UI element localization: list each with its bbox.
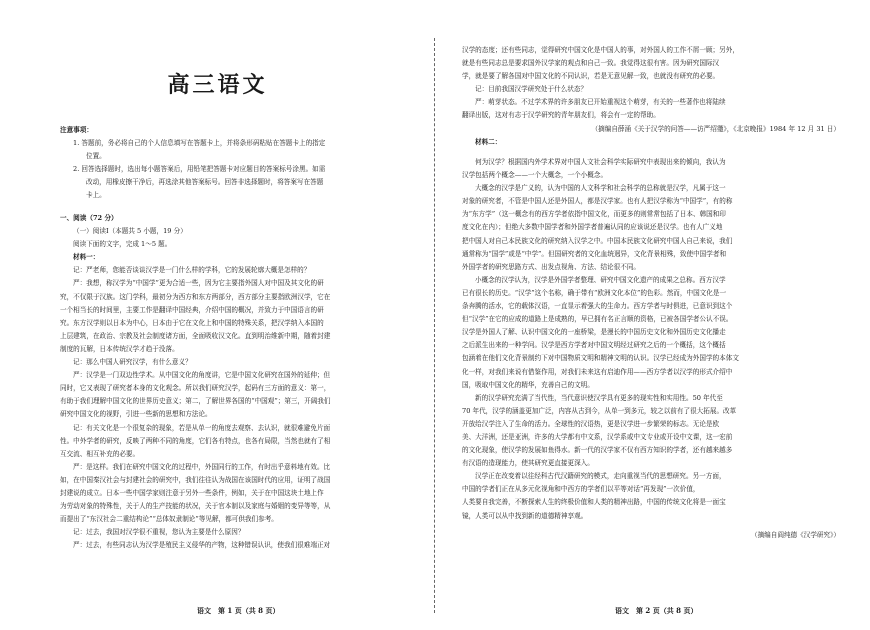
passage-line: 化一样，对我们来说有借鉴作用，对我们未来这有启迪作用——西方学者以汉学的形式介绍中 bbox=[462, 367, 733, 376]
passage-line: 而提出了“东汉社会二重结构论”“总体奴隶制论”等见解，都可供我们参考。 bbox=[60, 515, 278, 524]
passage-line: 新的汉学研究充满了当代性，当代意识使汉学具有更多的现实性和实用性。50 年代至 bbox=[475, 393, 723, 402]
passage-line: 上层建筑，在政治、宗教及社会制度诸方面，全面吸收汉文化。直到明治维新中期，随着封建 bbox=[60, 331, 331, 340]
passage-line: 严：萌芽状态。不过学术界的许多朋友已开始重视这个萌芽，有关的一些著作也将陆续 bbox=[475, 98, 726, 107]
source-citation: （摘编自薛涌《关于汉学的问答——访严绍璗》，《北京晚报》1984 年 12 月 31 日） bbox=[591, 124, 840, 133]
material-label: 材料二： bbox=[475, 137, 502, 146]
notice-line: 1. 答题前，务必将自己的个人信息填写在答题卡上，并将条形码粘贴在答题卡上的指定 bbox=[73, 139, 326, 148]
passage-line: 大概念的汉学是广义的，认为中国的人文科学和社会科学的总称就是汉学，凡属于这一 bbox=[475, 184, 726, 193]
passage-line: 汉学是外国人了解、认识中国文化的一座桥梁，是漫长的中国历史文化和外国历史文化播走 bbox=[462, 328, 726, 337]
passage-line: 为“东方学”（这一概念有的西方学者依指中国文化，而更多的则常常包括了日本、韩国和印 bbox=[462, 210, 726, 219]
notice-heading: 注意事项： bbox=[60, 126, 93, 134]
passage-line: 制度的瓦解，日本传统汉学才趋于没落。 bbox=[60, 344, 179, 353]
passage-line: 开放给汉学注入了生命的活力。全球性的汉语热，更是汉学进一步繁荣的标志。无论是欧 bbox=[462, 419, 720, 428]
right-page bbox=[435, 0, 870, 630]
passage-line: 外国学者的研究思路方式、出发点视角、方法、结论很不同。 bbox=[462, 262, 641, 271]
passage-line: 严：是这样。我们在研究中国文化的过程中，外国同行的工作，有时出乎意料地有效。比 bbox=[73, 462, 331, 471]
instruction-text: 阅读下面的文字，完成 1～5 题。 bbox=[73, 240, 172, 249]
passage-line: 记：那么中国人研究汉学，有什么意义？ bbox=[73, 358, 192, 367]
passage-line: 学，就是要了解各国对中国文化的不同认识，若是无意见解一致，也就没有研究的必要。 bbox=[462, 72, 720, 81]
passage-line: 汉学包括两个概念——一个大概念，一个小概念。 bbox=[462, 171, 608, 180]
passage-line: 美、大洋洲，还是亚洲，许多的大学都有中文系，汉学系或中文专业或开设中文课，这一宏前 bbox=[462, 432, 733, 441]
passage-line: 通常称为“国学”或是“中学”。但国研究者的文化血统迥异，文化背景相殊，致使中国学者和 bbox=[462, 249, 727, 258]
passage-line: 汉学的态度；还有些同志，觉得研究中国文化是中国人的事，对外国人的工作不屑一顾；另外， bbox=[462, 46, 739, 54]
page-footer: 语文 第 1 页（共 8 页） bbox=[197, 606, 280, 615]
passage-line: 严：过去，有些同志认为汉学是殖民主义侵华的产物，这种错误认识，使我们很难端正对 bbox=[73, 541, 331, 550]
page-footer: 语文 第 2 页（共 8 页） bbox=[615, 606, 698, 615]
exam-title: 高三语文 bbox=[167, 72, 268, 98]
passage-line: 70 年代，汉学的涵盖更加广泛，内容从古到今，从单一到多元，较之以前有了很大拓展。改革 bbox=[462, 406, 737, 415]
passage-line: 度文化在内）；但绝大多数中国学者和外国学者普遍认同的应该说还是汉学。也有人广义地 bbox=[462, 223, 723, 232]
passage-line: 为劳动对象的特殊性，关于人的生产技能的状况，关于官本制以及家庭与婚姻的变异等等，从 bbox=[60, 502, 331, 511]
notice-section bbox=[60, 124, 422, 203]
passage-line: 的文化现象，使汉学的发展如鱼得水。新一代的汉学家不仅有西方知识的学者，还有越来越多 bbox=[462, 446, 733, 455]
passage-line: 互交流、相互补充的必要。 bbox=[60, 449, 140, 458]
passage-line: 究。东方汉学则以日本为中心，日本由于它在文化上和中国的特殊关系，把汉学纳入本国的 bbox=[60, 318, 324, 327]
passage-line: 有助于我们理解中国文化的世界历史意义；第二，了解世界各国的“中国观”；第三，开阔我们 bbox=[60, 397, 331, 406]
passage-line: 包涵着在他们文化背景制约下对中国物质文明和精神文明的认识。汉学已经成为外国学的本体文 bbox=[462, 354, 739, 363]
passage-line: 严：汉学是一门双边性学术。从中国文化的角度讲，它是中国文化研究在国外的延伸；但 bbox=[73, 371, 331, 380]
passage-line: 封建说的成立。日本一些中国学家则注意于另外一些条件，例如，关于在中国这块土地上作 bbox=[60, 488, 324, 497]
material-label: 材料一： bbox=[73, 253, 100, 262]
passage-line: 记：严老师，您能否谈谈汉学是一门什么样的学科，它的发展轮廓大概是怎样的？ bbox=[73, 266, 311, 275]
subsection-heading: （一）阅读Ⅰ（本题共 5 小题，19 分） bbox=[73, 227, 187, 236]
passage-line: 把中国人对自己本民族文化的研究纳入汉学之中。中国本民族文化研究中国人自己来说，我们 bbox=[462, 236, 733, 245]
reading-section bbox=[60, 212, 422, 552]
notice-line: 位置。 bbox=[86, 152, 106, 161]
passage-line: 记：过去，我国对汉学很不重视，您认为主要是什么原因？ bbox=[73, 528, 245, 537]
passage-line: 镜，人类可以从中找到新的道德精神享观。 bbox=[462, 511, 588, 520]
source-citation: （摘编自阎纯德《汉学研究》） bbox=[750, 530, 840, 539]
passage-continued bbox=[462, 44, 840, 149]
section-heading: 一、阅读（72 分） bbox=[60, 214, 118, 222]
notice-line: 改动，用橡皮擦干净后，再选涂其他答案标号。回答非选择题时，将答案写在答题 bbox=[86, 178, 324, 187]
passage-line: 记：目前我国汉学研究处于什么状态？ bbox=[475, 85, 588, 94]
passage-line: 记：有关文化是一个很复杂的现象，若是从单一的角度去观察、去认识，就很难避免片面 bbox=[73, 423, 331, 432]
notice-line: 2. 回答选择题时，选出每小题答案后，用铅笔把答题卡对应题目的答案标号涂黑。如需 bbox=[73, 165, 326, 174]
passage-line: 性。中外学者的研究，反映了两种不同的角度，它们各有特点，也各有局限，当然也就有了相 bbox=[60, 436, 331, 445]
passage-line: 就是有些同志总是要求国外汉学家的观点和自己一致。我觉得这很有害。因为研究国际汉 bbox=[462, 59, 720, 68]
passage-line: 究，不仅限于汉族。这门学科，最初分为西方和东方两部分，西方部分主要指欧洲汉学，它在 bbox=[60, 292, 331, 301]
passage-line: 同时，它又表现了研究者本身的文化观念。所以我们研究汉学，起码有三方面的意义：第一， bbox=[60, 384, 331, 393]
material-two bbox=[462, 156, 840, 542]
notice-line: 卡上。 bbox=[86, 191, 106, 200]
passage-line: 条奔腾的活水，它的载体汉语，一直显示着强大的生命力。西方学者与时俱进，已意识到这个 bbox=[462, 302, 733, 311]
passage-line: 小概念的汉学认为，汉学是外国学者整理、研究中国文化遗产的成果之总称。西方汉学 bbox=[475, 275, 726, 284]
passage-line: 中国的学者们正在从多元化视角和中西方的学者们以平等对话“再发现”一次价值， bbox=[462, 485, 700, 494]
passage-line: 但“汉学”在它的应成的道路上是成熟的，早已拥有名正言顺的资格，已被各国学者公认不误。 bbox=[462, 315, 733, 324]
passage-line: 何为汉学？根据国内外学术界对中国人文社会科学实际研究中表现出来的倾向，我认为 bbox=[475, 158, 726, 166]
passage-line: 国，吸取中国文化的精华，充善自己的文明。 bbox=[462, 380, 594, 389]
passage-line: 如，在中国秦汉社会与封建社会的研究中，我们往往认为战国在该国时代的应用，证明了战国 bbox=[60, 475, 331, 484]
passage-line: 翻译出版，这对有志于汉学研究的青年朋友们，将会有一定的帮助。 bbox=[462, 111, 660, 120]
passage-line: 严：我想，称汉学为“中国学”更为合适一些，因为它主要指外国人对中国及其文化的研 bbox=[73, 279, 324, 288]
passage-line: 之后派生出来的一种学问。汉学是西方学者对中国文明经过研究之后的一个概括，这个概括 bbox=[462, 341, 726, 350]
passage-line: 研究中国文化的视野，引进一些新的思想和方法论。 bbox=[60, 410, 212, 419]
passage-line: 已有很长的历史。“汉学”这个名称，确于带有“欧洲文化本位”的色彩。然而，中国文化是一 bbox=[462, 288, 727, 297]
passage-line: 人类要自我完善，不断探索人生的终极价值和人类的精神出路，中国的传统文化将是一面宝 bbox=[462, 498, 726, 507]
passage-line: 一个相当长的时间里，主要工作是翻译中国经典，介绍中国的概况，并致力于中国语言的研 bbox=[60, 305, 324, 314]
passage-line: 有汉语的造现能力，使其研究更直接更深入。 bbox=[462, 459, 594, 468]
passage-line: 对象的研究者，不管是中国人还是外国人，都是汉学家。也有人把汉学称为“中国学”，有的称 bbox=[462, 197, 733, 206]
passage-line: 汉学正在改变着以往经科古代汉籍研究的模式，走向重视当代的思想研究。另一方面， bbox=[475, 472, 726, 481]
